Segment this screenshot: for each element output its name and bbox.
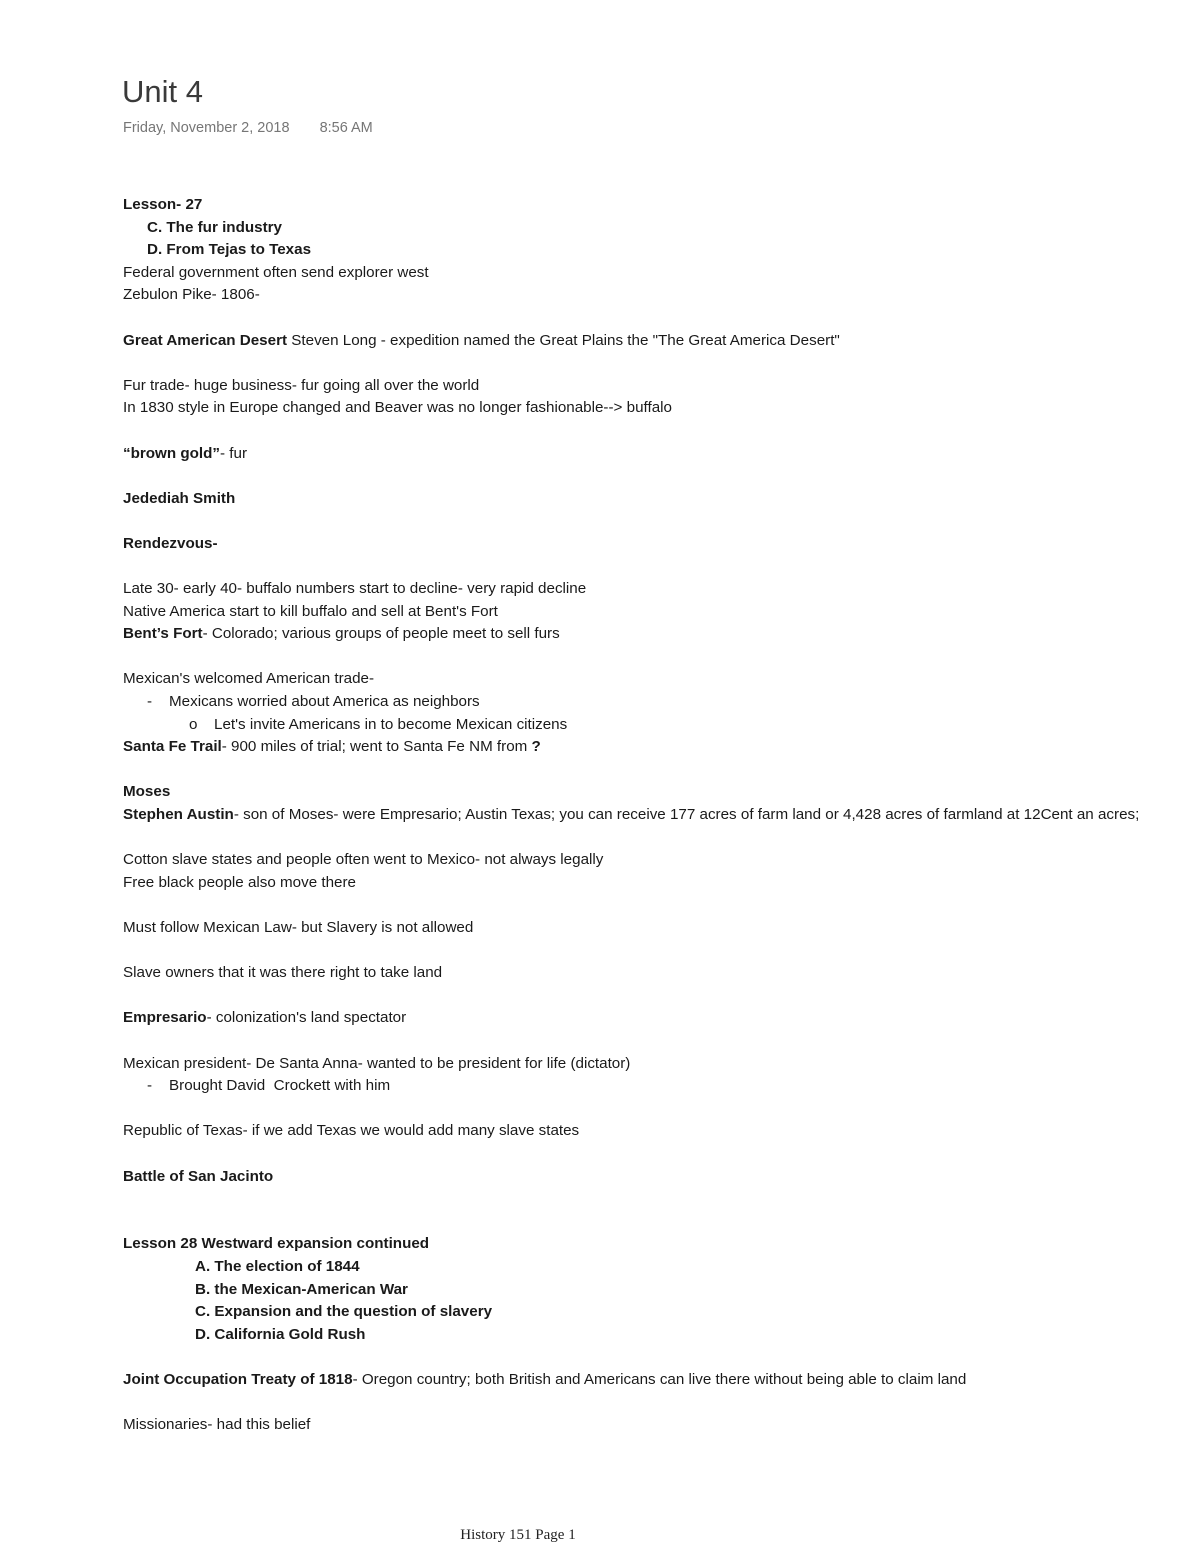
term: Empresario xyxy=(123,1009,207,1027)
notes-body xyxy=(123,194,1191,1437)
term-definition: - fur xyxy=(220,444,248,462)
page-time: 8:56 AM xyxy=(319,120,373,136)
note-line: Mexican's welcomed American trade- xyxy=(123,670,375,688)
note-line: Rendezvous- xyxy=(123,534,218,552)
note-line: Mexican president- De Santa Anna- wanted to be president for life (dictator) xyxy=(123,1054,631,1072)
note-line xyxy=(123,1369,1191,1392)
blank-line xyxy=(123,1030,1191,1053)
term-definition: - son of Moses- were Empresario; Austin Texas; you can receive 177 acres of farm land or 4,428 acres of farmland at 12Cent an acres; xyxy=(233,806,1140,824)
question-mark: ? xyxy=(531,738,541,756)
note-line xyxy=(123,330,1191,353)
page-title: Unit 4 xyxy=(122,74,203,109)
blank-line xyxy=(123,465,1191,488)
note-line: Jedediah Smith xyxy=(123,489,236,507)
blank-line xyxy=(123,940,1191,963)
note-line xyxy=(123,804,1191,827)
note-line xyxy=(123,443,1191,466)
note-line xyxy=(123,623,1191,646)
term: Stephen Austin xyxy=(123,806,234,824)
blank-line xyxy=(123,827,1191,850)
term: Bent’s Fort xyxy=(123,625,203,643)
lesson-27-heading: Lesson- 27 xyxy=(123,196,203,213)
blank-line xyxy=(123,1188,1191,1211)
page-date-row xyxy=(123,118,373,138)
term-definition: - Colorado; various groups of people meet to sell furs xyxy=(202,625,560,643)
term: Great American Desert xyxy=(123,331,288,349)
note-line: Fur trade- huge business- fur going all over the world xyxy=(123,376,480,394)
bullet-item xyxy=(123,1075,1191,1098)
blank-line xyxy=(123,1391,1191,1414)
lesson-27-subtopic-c: C. The fur industry xyxy=(147,218,283,236)
note-line: Republic of Texas- if we add Texas we would add many slave states xyxy=(123,1122,580,1140)
dash-bullet-icon: - xyxy=(147,1077,153,1095)
bullet-item xyxy=(123,691,1191,714)
blank-line xyxy=(123,307,1191,330)
blank-line xyxy=(123,352,1191,375)
blank-line xyxy=(123,1098,1191,1121)
lesson-28-subtopic-b: B. the Mexican-American War xyxy=(195,1280,408,1298)
blank-line xyxy=(123,556,1191,579)
note-line: Zebulon Pike- 1806- xyxy=(123,286,260,304)
note-line: Moses xyxy=(123,783,171,801)
bullet-text: Let's invite Americans in to become Mexican citizens xyxy=(214,715,568,733)
term-definition: - 900 miles of trial; went to Santa Fe NM from xyxy=(221,738,532,756)
lesson-28-heading: Lesson 28 Westward expansion continued xyxy=(123,1235,430,1253)
note-line xyxy=(123,736,1191,759)
blank-line xyxy=(123,1143,1191,1166)
note-line: Slave owners that it was there right to take land xyxy=(123,964,443,982)
note-line: Free black people also move there xyxy=(123,873,357,891)
term: Santa Fe Trail xyxy=(123,738,222,756)
note-line: In 1830 style in Europe changed and Beaver was no longer fashionable--> buffalo xyxy=(123,399,672,417)
term: Joint Occupation Treaty of 1818 xyxy=(123,1370,353,1388)
sub-bullet-item xyxy=(123,714,1191,737)
term-definition: - Oregon country; both British and Americans can live there without being able to claim land xyxy=(352,1370,967,1388)
term-definition: Steven Long - expedition named the Great Plains the "The Great America Desert" xyxy=(287,331,840,349)
blank-line xyxy=(123,1346,1191,1369)
blank-line xyxy=(123,646,1191,669)
lesson-28-subtopic-c: C. Expansion and the question of slavery xyxy=(195,1303,493,1321)
note-line: Missionaries- had this belief xyxy=(123,1416,311,1434)
term: “brown gold” xyxy=(123,444,221,462)
lesson-27-subtopic-d: D. From Tejas to Texas xyxy=(147,241,312,259)
note-line: Late 30- early 40- buffalo numbers start to decline- very rapid decline xyxy=(123,580,587,598)
bullet-text: Brought David Crockett with him xyxy=(169,1077,391,1095)
note-line: Cotton slave states and people often went to Mexico- not always legally xyxy=(123,851,604,869)
page-footer: History 151 Page 1 xyxy=(460,1527,576,1543)
circle-bullet-icon: o xyxy=(189,715,198,733)
note-line: Must follow Mexican Law- but Slavery is not allowed xyxy=(123,919,474,936)
note-line: Federal government often send explorer west xyxy=(123,263,429,281)
blank-line xyxy=(123,985,1191,1008)
note-line xyxy=(123,1007,1191,1030)
bullet-text: Mexicans worried about America as neighbors xyxy=(169,693,480,711)
blank-line xyxy=(123,1211,1191,1234)
blank-line xyxy=(123,759,1191,782)
blank-line xyxy=(123,510,1191,533)
page-date: Friday, November 2, 2018 xyxy=(123,120,290,136)
term-definition: - colonization's land spectator xyxy=(206,1009,407,1027)
note-line: Battle of San Jacinto xyxy=(123,1167,274,1185)
blank-line xyxy=(123,894,1191,917)
dash-bullet-icon: - xyxy=(147,693,153,711)
blank-line xyxy=(123,420,1191,443)
lesson-28-subtopic-d: D. California Gold Rush xyxy=(195,1325,366,1343)
note-line: Native America start to kill buffalo and sell at Bent's Fort xyxy=(123,602,498,620)
lesson-28-subtopic-a: A. The election of 1844 xyxy=(195,1257,360,1275)
